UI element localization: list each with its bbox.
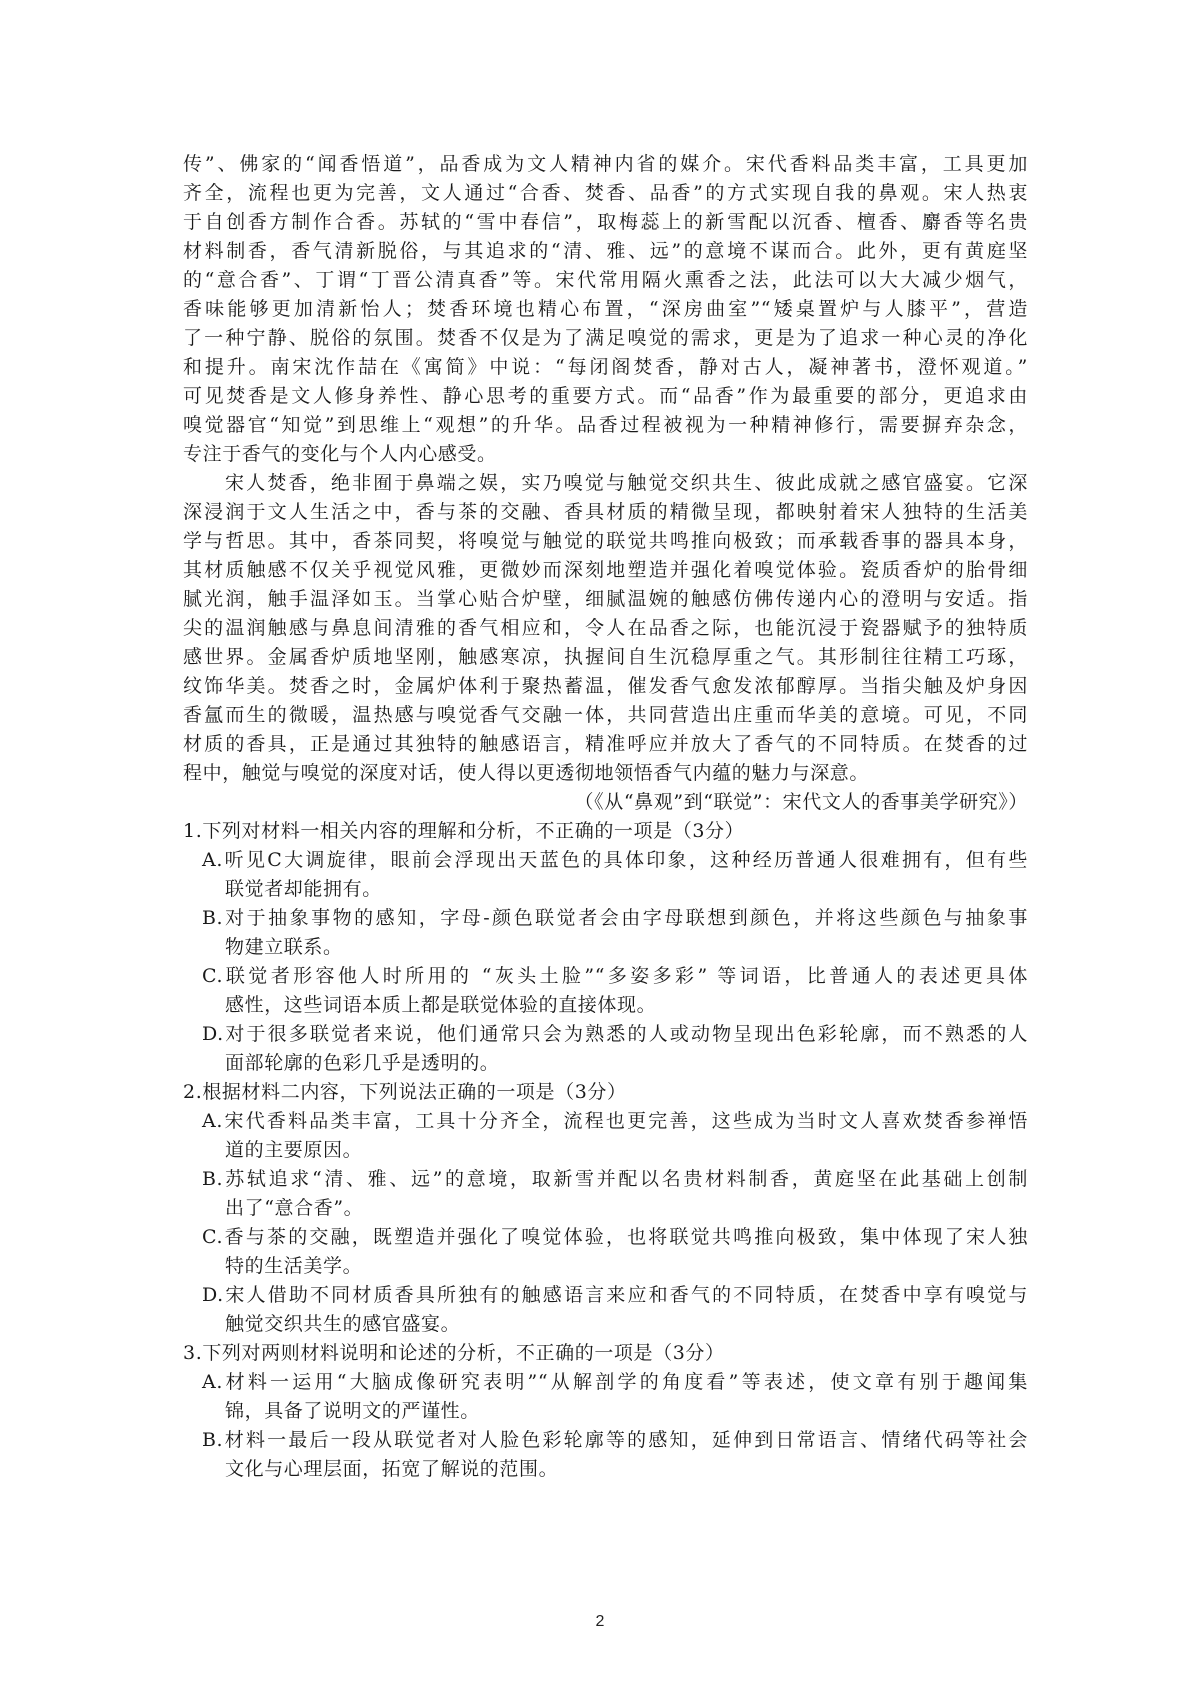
text-line: 嗅觉器官“知觉”到思维上“观想”的升华。品香过程被视为一种精神修行，需要摒弃杂念， [183,414,1028,436]
text-line: 了一种宁静、脱俗的氛围。焚香不仅是为了满足嗅觉的需求，更是为了追求一种心灵的净化 [183,327,1028,349]
option-a-cont: 锦，具备了说明文的严谨性。 [225,1400,480,1422]
option-b: B.对于抽象事物的感知，字母-颜色联觉者会由字母联想到颜色，并将这些颜色与抽象事 [202,907,1028,929]
option-b: B.材料一最后一段从联觉者对人脸色彩轮廓等的感知，延伸到日常语言、情绪代码等社会 [202,1429,1028,1451]
text-line: 深浸润于文人生活之中，香与茶的交融、香具材质的精微呈现，都映射着宋人独特的生活美 [183,501,1028,523]
text-line: 尖的温润触感与鼻息间清雅的香气相应和，令人在品香之际，也能沉浸于瓷器赋予的独特质 [183,617,1028,639]
option-b-cont: 文化与心理层面，拓宽了解说的范围。 [225,1458,559,1480]
passage-paragraph-2 [183,469,1028,788]
option-a: A.宋代香料品类丰富，工具十分齐全，流程也更完善，这些成为当时文人喜欢焚香参禅悟 [202,1110,1028,1132]
text-line: 材料制香，香气清新脱俗，与其追求的“清、雅、远”的意境不谋而合。此外，更有黄庭坚 [183,240,1028,262]
text-line: 专注于香气的变化与个人内心感受。 [183,443,497,465]
text-line: 可见焚香是文人修身养性、静心思考的重要方式。而“品香”作为最重要的部分，更追求由 [183,385,1028,407]
question-1 [183,817,1028,1078]
option-a-cont: 联觉者却能拥有。 [225,878,382,900]
text-line: 其材质触感不仅关乎视觉风雅，更微妙而深刻地塑造并强化着嗅觉体验。瓷质香炉的胎骨细 [183,559,1028,581]
text-line: 学与哲思。其中，香茶同契，将嗅觉与触觉的联觉共鸣推向极致；而承载香事的器具本身， [183,530,1028,552]
option-d: D.宋人借助不同材质香具所独有的触感语言来应和香气的不同特质，在焚香中享有嗅觉与 [202,1284,1028,1306]
option-d-cont: 触觉交织共生的感官盛宴。 [225,1313,461,1335]
option-c-cont: 特的生活美学。 [225,1255,363,1277]
question-2 [183,1078,1028,1339]
text-line: 感世界。金属香炉质地坚刚，触感寒凉，执握间自生沉稳厚重之气。其形制往往精工巧琢， [183,646,1028,668]
option-a: A.听见C大调旋律，眼前会浮现出天蓝色的具体印象，这种经历普通人很难拥有，但有些 [202,849,1028,871]
text-line: 香味能够更加清新怡人；焚香环境也精心布置，“深房曲室”“矮桌置炉与人膝平”，营造 [183,298,1028,320]
option-d-cont: 面部轮廓的色彩几乎是透明的。 [225,1052,500,1074]
text-line: 材质的香具，正是通过其独特的触感语言，精准呼应并放大了香气的不同特质。在焚香的过 [183,733,1028,755]
question-3 [183,1339,1028,1484]
option-d: D.对于很多联觉者来说，他们通常只会为熟悉的人或动物呈现出色彩轮廓，而不熟悉的人 [202,1023,1028,1045]
option-c: C.香与茶的交融，既塑造并强化了嗅觉体验，也将联觉共鸣推向极致，集中体现了宋人独 [202,1226,1028,1248]
question-stem: 3.下列对两则材料说明和论述的分析，不正确的一项是（3分） [183,1342,725,1364]
option-c-cont: 感性，这些词语本质上都是联觉体验的直接体现。 [225,994,657,1016]
option-a: A.材料一运用“大脑成像研究表明”“从解剖学的角度看”等表述，使文章有别于趣闻集 [202,1371,1028,1393]
text-line: 传”、佛家的“闻香悟道”，品香成为文人精神内省的媒介。宋代香料品类丰富，工具更加 [183,153,1028,175]
document-page [183,150,1028,1484]
source-citation: （《从“鼻观”到“联觉”：宋代文人的香事美学研究》） [574,791,1028,813]
option-a-cont: 道的主要原因。 [225,1139,363,1161]
text-line: 纹饰华美。焚香之时，金属炉体利于聚热蓄温，催发香气愈发浓郁醇厚。当指尖触及炉身因 [183,675,1028,697]
question-stem: 2.根据材料二内容，下列说法正确的一项是（3分） [183,1081,627,1103]
text-line: 于自创香方制作合香。苏轼的“雪中春信”，取梅蕊上的新雪配以沉香、檀香、麝香等名贵 [183,211,1028,233]
option-b-cont: 出了“意合香”。 [225,1197,364,1219]
text-line: 和提升。南宋沈作喆在《寓简》中说：“每闭阁焚香，静对古人，凝神著书，澄怀观道。” [183,356,1028,378]
passage-paragraph-1 [183,150,1028,469]
text-line: 程中，触觉与嗅觉的深度对话，使人得以更透彻地领悟香气内蕴的魅力与深意。 [183,762,870,784]
page-number: 2 [595,1613,605,1630]
text-line: 香氲而生的微暖，温热感与嗅觉香气交融一体，共同营造出庄重而华美的意境。可见，不同 [183,704,1028,726]
option-b-cont: 物建立联系。 [225,936,343,958]
text-line: 齐全，流程也更为完善，文人通过“合香、焚香、品香”的方式实现自我的鼻观。宋人热衷 [183,182,1028,204]
option-c: C.联觉者形容他人时所用的 “灰头土脸”“多姿多彩” 等词语，比普通人的表述更具体 [202,965,1028,987]
question-stem: 1.下列对材料一相关内容的理解和分析，不正确的一项是（3分） [183,820,745,842]
option-b: B.苏轼追求“清、雅、远”的意境，取新雪并配以名贵材料制香，黄庭坚在此基础上创制 [202,1168,1028,1190]
text-line: 的“意合香”、丁谓“丁晋公清真香”等。宋代常用隔火熏香之法，此法可以大大减少烟气， [183,269,1028,291]
text-line: 腻光润，触手温泽如玉。当掌心贴合炉壁，细腻温婉的触感仿佛传递内心的澄明与安适。指 [183,588,1028,610]
text-line: 宋人焚香，绝非囿于鼻端之娱，实乃嗅觉与触觉交织共生、彼此成就之感官盛宴。它深 [225,472,1028,494]
